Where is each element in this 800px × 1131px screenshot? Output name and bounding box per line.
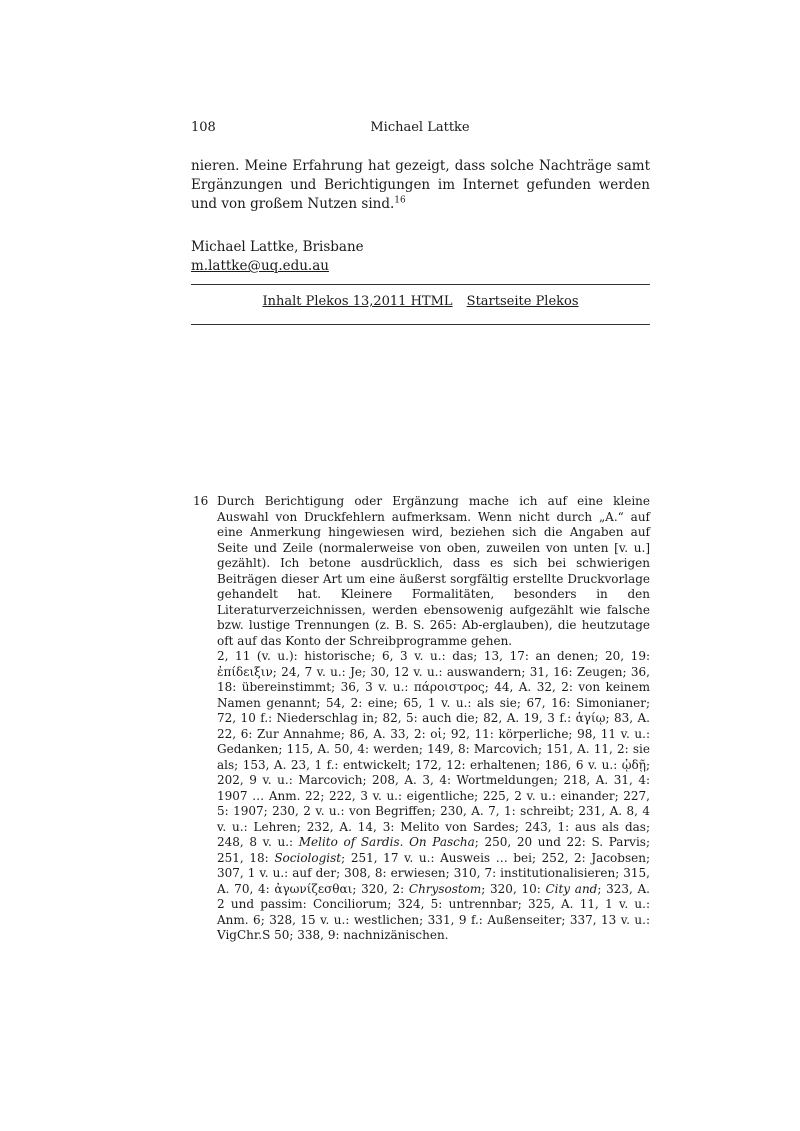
errata-part-5: ; 323, A. 2 und passim: Conciliorum; 324, 5: untrennbar; 325, A. 11, 1 v. u.: Anm. 6; 328, 15 v. u.: westlichen; 331, 9 f.: Außenseiter; 337, 13 v. u.: VigChr.S 50; 338, 9: nachnizänischen. bbox=[217, 881, 650, 942]
errata-italic-3: Chrysostom bbox=[408, 881, 482, 896]
divider-top bbox=[191, 284, 650, 285]
running-head: Michael Lattke bbox=[370, 120, 470, 135]
footnote-intro: Durch Berichtigung oder Ergänzung mache ich auf eine kleine Auswahl von Druckfehlern aufmerksam. Wenn nicht durch „A.“ auf eine Anmerkung hingewiesen wird, beziehen sich die Angaben auf Seite und Zeile (normalerweise von oben, zuweilen von unten [v. u.] gezählt). Ich betone ausdrücklich, dass es sich bei schwierigen Beiträgen dieser Art um eine äußerst sorgfältig erstellte Druckvorlage gehandelt hat. Kleinere Formalitäten, besonders in den Literaturverzeichnissen, werden ebensowenig aufgezählt wie falsche bzw. lustige Trennungen (z. B. S. 265: Ab-erglauben), die heutzutage oft auf das Konto der Schreibprogramme gehen. bbox=[217, 494, 650, 648]
footnote-errata-list bbox=[217, 649, 650, 944]
errata-part-1: 2, 11 (v. u.): historische; 6, 3 v. u.: das; 13, 17: an denen; 20, 19: ἐπίδειξιν; 24, 7 v. u.: Je; 30, 12 v. u.: auswandern; 31, 16: Zeugen; 36, 18: übereinstimmt; 36, 3 v. u.: πάροιστρος; 44, A. 32, 2: von keinem Namen genannt; 54, 2: eine; 65, 1 v. u.: als sie; 67, 16: Simonianer; 72, 10 f.: Niederschlag in; 82, 5: auch die; 82, A. 19, 3 f.: ἁγίῳ; 83, A. 22, 6: Zur Annahme; 86, A. 33, 2: οἱ; 92, 11: körperliche; 98, 11 v. u.: Gedanken; 115, A. 50, 4: werden; 149, 8: Marcovich; 151, A. 11, 2: sie als; 153, A. 23, 1 f.: entwickelt; 172, 12: erhaltenen; 186, 6 v. u.: ᾠδῇ; 202, 9 v. u.: Marcovich; 208, A. 3, 4: Wortmeldungen; 218, A. 31, 4: 1907 … Anm. 22; 222, 3 v. u.: eigentliche; 225, 2 v. u.: einander; 227, 5: 1907; 230, 2 v. u.: von Begriffen; 230, A. 7, 1: schreibt; 231, A. 8, 4 v. u.: Lehren; 232, A. 14, 3: Melito von Sardes; 243, 1: aus als das; 248, 8 v. u.: bbox=[217, 649, 650, 849]
navigation-links bbox=[191, 294, 650, 309]
author-name-location: Michael Lattke, Brisbane bbox=[191, 239, 364, 255]
footnote-body bbox=[217, 494, 650, 944]
body-paragraph-text: nieren. Meine Erfahrung hat gezeigt, dass solche Nachträge samt Ergänzungen und Berichtigungen im Internet gefunden werden und von großem Nutzen sind. bbox=[191, 158, 650, 212]
errata-part-2: ; 250, 20 und 22: S. Parvis; 251, 18: bbox=[217, 835, 650, 865]
home-link[interactable]: Startseite Plekos bbox=[466, 294, 579, 309]
page-number: 108 bbox=[191, 120, 216, 135]
errata-part-4: ; 320, 10: bbox=[481, 881, 546, 896]
errata-italic-2: Sociologist bbox=[274, 850, 342, 865]
body-paragraph bbox=[191, 157, 650, 214]
errata-italic-4: City and bbox=[545, 881, 598, 896]
author-block bbox=[191, 238, 364, 276]
footnote-reference[interactable]: 16 bbox=[394, 195, 406, 206]
divider-bottom bbox=[191, 324, 650, 325]
contents-link[interactable]: Inhalt Plekos 13,2011 HTML bbox=[262, 294, 453, 309]
author-email-link[interactable]: m.lattke@uq.edu.au bbox=[191, 258, 329, 274]
footnote-number: 16 bbox=[193, 494, 209, 508]
errata-part-3: ; 251, 17 v. u.: Ausweis … bei; 252, 2: Jacobsen; 307, 1 v. u.: auf der; 308, 8: erwiesen; 310, 7: institutionalisieren; 315, A. 70, 4: ἀγωνίζεσθαι; 320, 2: bbox=[217, 850, 650, 896]
footnote bbox=[191, 494, 650, 944]
errata-italic-1: Melito of Sardis. On Pascha bbox=[298, 835, 475, 849]
